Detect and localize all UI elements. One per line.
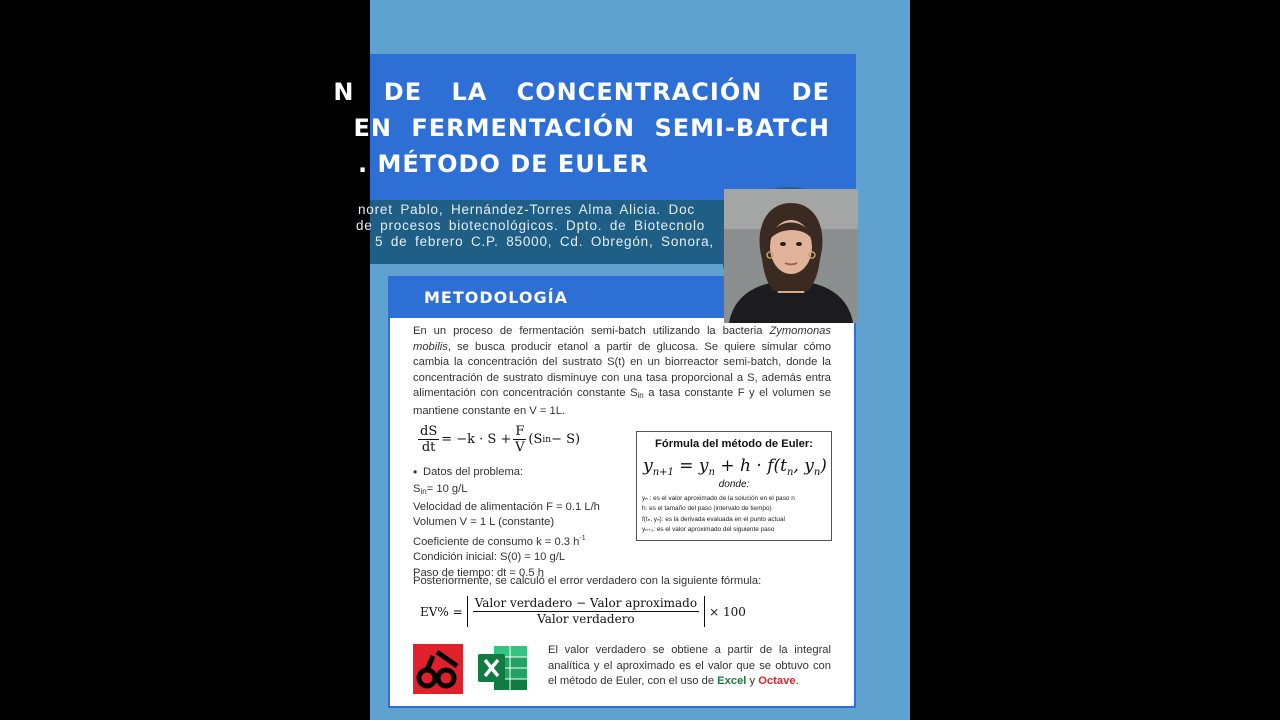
dato-k: Coeficiente de consumo k = 0.3 $h^{-1}$: [413, 534, 586, 548]
dato-step: Paso de tiempo: dt = 0.5 h: [413, 566, 544, 579]
ode-formula: $\frac{dS}{dt}$ = −k · S + $\frac{F}{V}$ (S in − S): [420, 424, 581, 455]
poster: [333, 0, 910, 720]
dato-feed: Velocidad de alimentación F = 0.1 L/h: [413, 500, 600, 513]
euler-formula: $y_{n+1} = y_n + h \cdot f(t_n$, $y_n$): [643, 456, 827, 478]
intro-paragraph: En un proceso de fermentación semi-batch utilizando la bacteria Zymomonas mobilis, se busca producir etanol a partir de glucosa. Se quiere simular cómo cambia la concentración del sustrato S(t) en un biorreactor semi-batch, donde la concentración de sustrato disminuye con una tasa proporcional a S, además entra alimentación con concentración constante $S_{in}$ a tasa constante F y el volumen se mantiene constante en V = 1L.: [413, 325, 831, 417]
octave-word: Octave: [758, 675, 796, 687]
excel-logo-icon: [476, 641, 530, 695]
final-paragraph: El valor verdadero se obtiene a partir de la integral analítica y el aproximado es el valor que se obtuvo con el método de Euler, con el uso de Excel y Octave.: [548, 644, 831, 687]
dato-volume: Volumen V = 1 L (constante): [413, 516, 555, 528]
authors-line-3: 5 de febrero C.P. 85000, Cd. Obregón, Sonora,: [375, 234, 714, 249]
excel-word: Excel: [717, 675, 747, 687]
authors-line-1: noret Pablo, Hernández-Torres Alma Alicia. Doc: [358, 202, 695, 217]
title-band: [333, 54, 856, 200]
title-line-2: EN FERMENTACIÓN SEMI-BATCH: [353, 114, 830, 142]
title-line-3-text: MÉTODO DE EULER: [377, 150, 649, 178]
authors-line-2: de procesos biotecnológicos. Dpto. de Biotecnolo: [356, 218, 706, 233]
euler-formula-box: [636, 431, 832, 541]
euler-definitions: yₙ : es el valor aproximado de la solución en el paso n h: es el tamaño del paso (intervalo de tiempo) f(tₙ, yₙ): es la derivada evaluada en el punto actual yₙ₊₁: es el valor aproximado del siguiente paso: [642, 495, 795, 533]
metodologia-section: [388, 276, 856, 708]
dato-sin: $S_{in}= 10$ g/L: [413, 483, 468, 496]
presenter-avatar: [722, 187, 856, 321]
dato-initial: Condición inicial: S(0) = 10 g/L: [413, 551, 566, 563]
donde-label: donde:: [718, 479, 750, 490]
euler-box-title: Fórmula del método de Euler:: [655, 438, 813, 450]
error-formula: EV% = $\frac{\text{Valor verdadero − Valor aproximado}}{\text{Valor verdadero}}$ × 100: [420, 596, 746, 626]
error-intro-text: Posteriormente, se calculó el error verdadero con la siguiente fórmula:: [413, 575, 762, 587]
title-line-3: . MÉTODO DE EULER: [358, 150, 649, 178]
datos-title: • Datos del problema:: [423, 466, 523, 478]
title-line-1: N DE LA CONCENTRACIÓN DE: [333, 78, 830, 106]
species-name: Zymomonas mobilis: [413, 325, 831, 353]
section-title: METODOLOGÍA: [424, 288, 568, 307]
datos-list: [413, 482, 600, 581]
octave-logo-icon: [413, 644, 463, 694]
